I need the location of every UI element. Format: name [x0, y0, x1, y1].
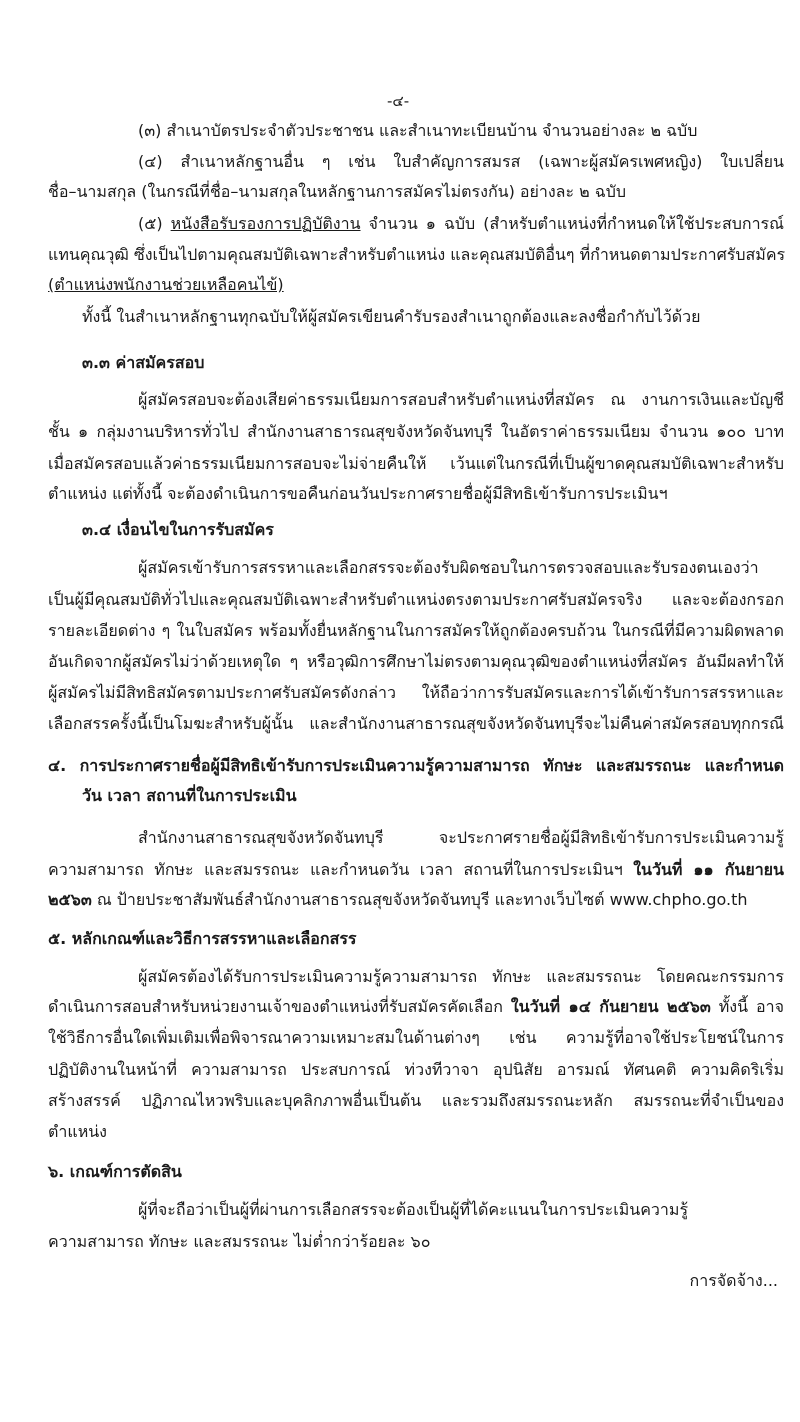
section-3-3-line-4: ตำแหน่ง แต่ทั้งนี้ จะต้องดำเนินการขอคืนก่อนวันประกาศรายชื่อผู้มีสิทธิเข้ารับการประเมินฯ	[48, 484, 668, 503]
section-4-line-2: ความสามารถ ทักษะ และสมรรถนะ และกำหนดวัน เวลา สถานที่ในการประเมินฯ ในวันที่ ๑๑ กันยายน	[48, 860, 784, 879]
section-3-4-line-6: เลือกสรรครั้งนี้เป็นโมฆะสำหรับผู้นั้น และสำนักงานสาธารณสุขจังหวัดจันทบุรีจะไม่คืนค่าสมัครสอบทุกกรณี	[48, 714, 784, 733]
announce-date: ในวันที่ ๑๑ กันยายน	[633, 860, 784, 879]
section-5-heading: ๕. หลักเกณฑ์และวิธีการสรรหาและเลือกสรร	[48, 929, 357, 948]
doc-copy-note: ทั้งนี้ ในสำเนาหลักฐานทุกฉบับให้ผู้สมัครเขียนคำรับรองสำเนาถูกต้องและลงชื่อกำกับไว้ด้วย	[82, 307, 701, 326]
continuation-note: การจัดจ้าง...	[689, 1271, 778, 1290]
section-4-line-3: ๒๕๖๓ ณ ป้ายประชาสัมพันธ์สำนักงานสาธารณสุขจังหวัดจันทบุรี และทางเว็บไซต์ www.chpho.go.th	[48, 890, 748, 909]
section-5-line-1: ผู้สมัครต้องได้รับการประเมินความรู้ความสามารถ ทักษะ และสมรรถนะ โดยคณะกรรมการ	[138, 967, 784, 986]
section-3-4-line-2: เป็นผู้มีคุณสมบัติทั่วไปและคุณสมบัติเฉพาะสำหรับตำแหน่งตรงตามประกาศรับสมัครจริง และจะต้องกรอก	[48, 590, 784, 609]
section-3-4-heading: ๓.๔ เงื่อนไขในการรับสมัคร	[82, 520, 274, 539]
section-4-heading-line-2: วัน เวลา สถานที่ในการประเมิน	[82, 786, 297, 805]
section-6-line-1: ผู้ที่จะถือว่าเป็นผู้ที่ผ่านการเลือกสรรจะต้องเป็นผู้ที่ได้คะแนนในการประเมินความรู้	[138, 1200, 689, 1219]
section-3-4-line-5: ผู้สมัครไม่มีสิทธิสมัครตามประกาศรับสมัครดังกล่าว ให้ถือว่าการรับสมัครและการได้เข้ารับการสรรหาและ	[48, 683, 784, 702]
section-4-heading-line-1: ๔. การประกาศรายชื่อผู้มีสิทธิเข้ารับการประเมินความรู้ความสามารถ ทักษะ และสมรรถนะ และกำหนด	[48, 756, 784, 775]
section-3-3-line-1: ผู้สมัครสอบจะต้องเสียค่าธรรมเนียมการสอบสำหรับตำแหน่งที่สมัคร ณ งานการเงินและบัญชี	[138, 390, 784, 409]
assessment-date: ในวันที่ ๑๔ กันยายน ๒๕๖๓	[510, 997, 711, 1016]
section-5-line-3: ใช้วิธีการอื่นใดเพิ่มเติมเพื่อพิจารณาความเหมาะสมในด้านต่างๆ เช่น ความรู้ที่อาจใช้ประโยชน์ในการ	[48, 1028, 784, 1047]
section-3-4-line-4: อันเกิดจากผู้สมัครไม่ว่าด้วยเหตุใด ๆ หรือวุฒิการศึกษาไม่ตรงตามคุณวุฒิของตำแหน่งที่สมัคร อันมีผลทำให้	[48, 652, 784, 671]
section-3-4-line-3: รายละเอียดต่าง ๆ ในใบสมัคร พร้อมทั้งยื่นหลักฐานในการสมัครให้ถูกต้องครบถ้วน ในกรณีที่มีความผิดพลาด	[48, 621, 784, 640]
work-certificate-label: หนังสือรับรองการปฏิบัติงาน	[170, 214, 361, 233]
section-3-3-heading: ๓.๓ ค่าสมัครสอบ	[82, 353, 205, 372]
section-6-line-2: ความสามารถ ทักษะ และสมรรถนะ ไม่ต่ำกว่าร้อยละ ๖๐	[48, 1232, 431, 1251]
doc-item-5-line-1: (๕) หนังสือรับรองการปฏิบัติงาน จำนวน ๑ ฉบับ (สำหรับตำแหน่งที่กำหนดให้ใช้ประสบการณ์	[138, 214, 784, 233]
doc-item-5-line-2: แทนคุณวุฒิ ซึ่งเป็นไปตามคุณสมบัติเฉพาะสำหรับตำแหน่ง และคุณสมบัติอื่นๆ ที่กำหนดตามประกาศรับสมัคร	[48, 245, 786, 264]
page-number: -๔-	[387, 92, 410, 110]
announce-year: ๒๕๖๓	[48, 890, 92, 909]
section-5-line-5: สร้างสรรค์ ปฏิภาณไหวพริบและบุคลิกภาพอื่นเป็นต้น และรวมถึงสมรรถนะหลัก สมรรถนะที่จำเป็นของ	[48, 1091, 784, 1110]
doc-item-3: (๓) สำเนาบัตรประจำตัวประชาชน และสำเนาทะเบียนบ้าน จำนวนอย่างละ ๒ ฉบับ	[138, 121, 698, 140]
doc-item-5-line-3: (ตำแหน่งพนักงานช่วยเหลือคนไข้)	[48, 275, 284, 294]
section-3-3-line-2: ชั้น ๑ กลุ่มงานบริหารทั่วไป สำนักงานสาธารณสุขจังหวัดจันทบุรี ในอัตราค่าธรรมเนียม จำนวน ๑๐๐ บาท	[48, 422, 784, 441]
section-5-line-4: ปฏิบัติงานในหน้าที่ ความสามารถ ประสบการณ์ ท่วงทีวาจา อุปนิสัย อารมณ์ ทัศนคติ ความคิดริเริ่ม	[48, 1060, 784, 1079]
section-3-4-line-1: ผู้สมัครเข้ารับการสรรหาและเลือกสรรจะต้องรับผิดชอบในการตรวจสอบและรับรองตนเองว่า	[138, 558, 759, 577]
doc-item-4-line-1: (๔) สำเนาหลักฐานอื่น ๆ เช่น ใบสำคัญการสมรส (เฉพาะผู้สมัครเพศหญิง) ใบเปลี่ยน	[138, 152, 784, 171]
doc-item-4-line-2: ชื่อ–นามสกุล (ในกรณีที่ชื่อ–นามสกุลในหลักฐานการสมัครไม่ตรงกัน) อย่างละ ๒ ฉบับ	[48, 182, 627, 201]
section-3-3-line-3: เมื่อสมัครสอบแล้วค่าธรรมเนียมการสอบจะไม่จ่ายคืนให้ เว้นแต่ในกรณีที่เป็นผู้ขาดคุณสมบัติเฉพาะสำหรับ	[48, 454, 784, 473]
section-5-line-2: ดำเนินการสอบสำหรับหน่วยงานเจ้าของตำแหน่งที่รับสมัครคัดเลือก ในวันที่ ๑๔ กันยายน ๒๕๖๓ ทั้งนี้ อาจ	[48, 997, 784, 1016]
section-5-line-6: ตำแหน่ง	[48, 1122, 107, 1141]
section-6-heading: ๖. เกณฑ์การตัดสิน	[48, 1162, 182, 1181]
section-4-line-1: สำนักงานสาธารณสุขจังหวัดจันทบุรี จะประกาศรายชื่อผู้มีสิทธิเข้ารับการประเมินความรู้	[138, 828, 784, 847]
